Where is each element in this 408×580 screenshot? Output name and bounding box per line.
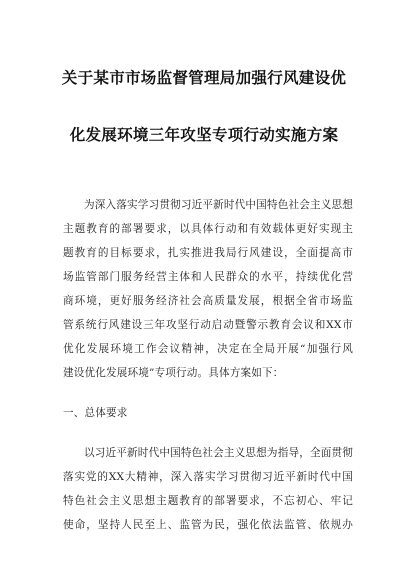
document-title-line-1: 关于某市市场监督管理局加强行风建设优 (61, 69, 347, 87)
intro-paragraph-line: 商环境，更好服务经济社会高质量发展，根据全省市场监 (63, 295, 353, 307)
intro-paragraph-line: 题教育的目标要求，扎实推进我局行风建设，全面提高市 (63, 247, 353, 259)
section-paragraph-line: 使命，坚持人民至上、监管为民，强化依法监管、依规办 (63, 519, 353, 531)
section-paragraph-line: 落实党的XX大精神，深入落实学习贯彻习近平新时代中国 (63, 471, 353, 483)
section-heading: 一、总体要求 (63, 407, 128, 419)
intro-paragraph-line: 建设优化发展环境”专项行动。具体方案如下： (63, 367, 284, 379)
intro-paragraph-line: 管系统行风建设三年攻坚行动启动暨警示教育会议和XX市 (63, 319, 353, 331)
section-paragraph-line: 以习近平新时代中国特色社会主义思想为指导，全面贯彻 (84, 447, 353, 459)
document-title-line-2: 化发展环境三年攻坚专项行动实施方案 (69, 126, 339, 144)
intro-paragraph-line: 主题教育的部署要求，以具体行动和有效载体更好实现主 (63, 223, 353, 235)
intro-paragraph-line: 优化发展环境工作会议精神，决定在全局开展“加强行风 (63, 343, 353, 355)
section-paragraph-line: 特色社会主义思想主题教育的部署要求，不忘初心、牢记 (63, 495, 353, 507)
intro-paragraph-line: 场监管部门服务经营主体和人民群众的水平，持续优化营 (63, 271, 353, 283)
intro-paragraph-line: 为深入落实学习贯彻习近平新时代中国特色社会主义思想 (84, 199, 353, 211)
